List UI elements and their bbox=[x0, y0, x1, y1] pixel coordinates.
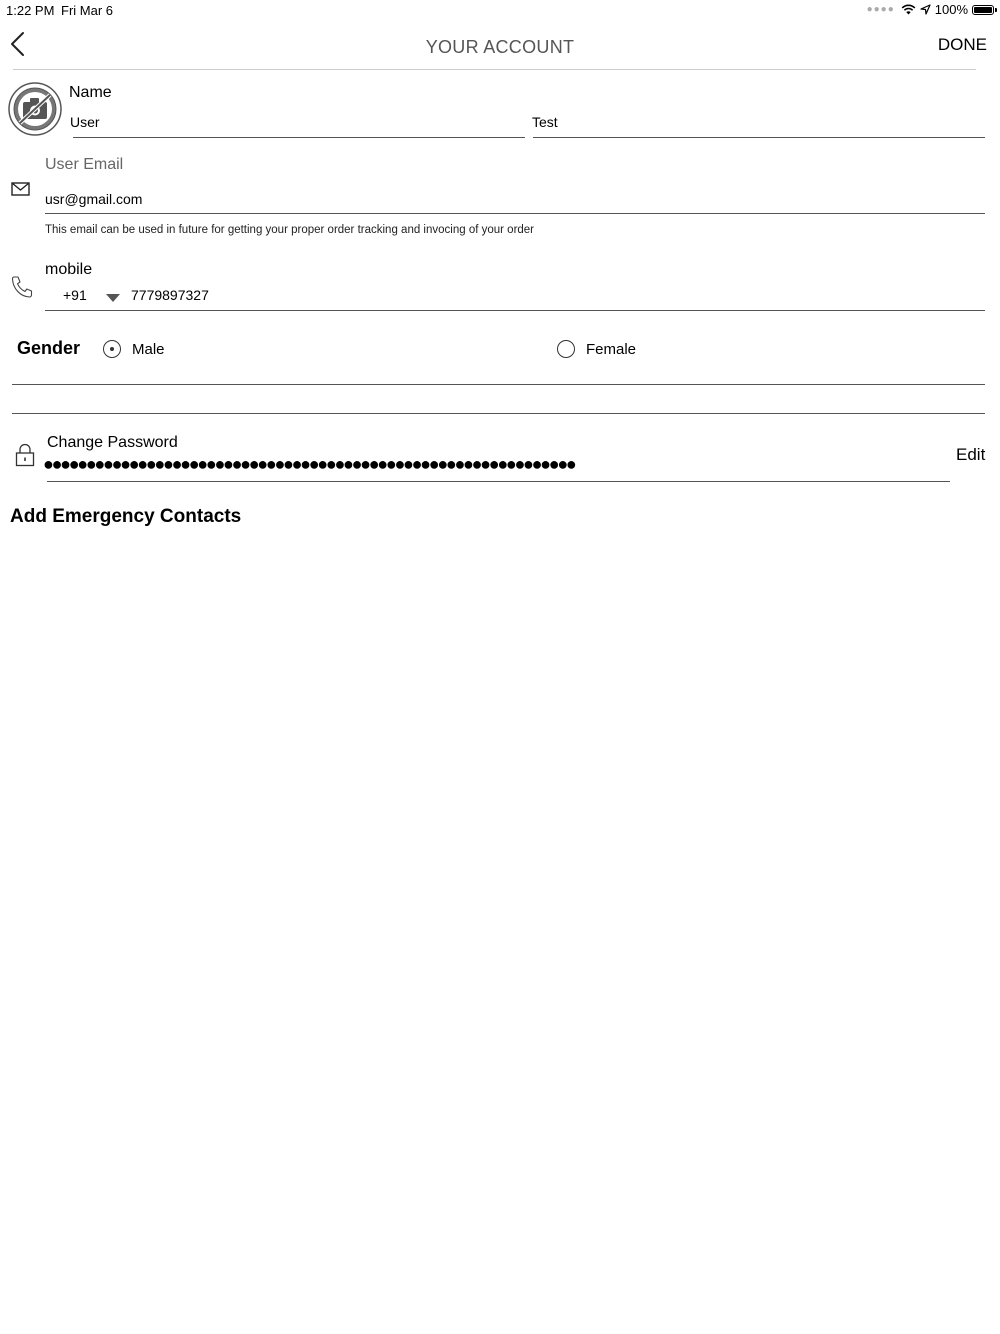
password-field[interactable]: ●●●●●●●●●●●●●●●●●●●●●●●●●●●●●●●●●●●●●●●●●●●●●●●●●●●●●●●●●●●●●● bbox=[43, 454, 575, 474]
gender-male-label[interactable]: Male bbox=[132, 341, 165, 358]
mobile-underline bbox=[45, 310, 985, 311]
avatar[interactable] bbox=[8, 82, 62, 136]
password-underline bbox=[47, 481, 950, 482]
first-name-field[interactable]: User bbox=[70, 114, 100, 130]
email-hint: This email can be used in future for getting your proper order tracking and invocing of your order bbox=[45, 224, 535, 236]
nav-divider bbox=[13, 69, 976, 70]
location-arrow-icon bbox=[920, 4, 931, 15]
section-divider bbox=[12, 413, 985, 414]
email-underline bbox=[45, 213, 985, 214]
last-name-field[interactable]: Test bbox=[532, 114, 558, 130]
name-label: Name bbox=[69, 84, 112, 101]
page-title: YOUR ACCOUNT bbox=[425, 37, 575, 57]
add-emergency-contacts-button[interactable]: Add Emergency Contacts bbox=[10, 506, 242, 527]
status-indicators bbox=[867, 2, 994, 17]
status-date: Fri Mar 6 bbox=[61, 3, 113, 18]
chevron-down-icon[interactable] bbox=[106, 290, 120, 299]
password-label: Change Password bbox=[47, 434, 178, 451]
battery-icon bbox=[972, 5, 994, 15]
radio-selected-dot bbox=[110, 347, 114, 351]
mail-icon bbox=[11, 182, 31, 196]
wifi-icon bbox=[901, 4, 916, 15]
email-label: User Email bbox=[45, 156, 124, 173]
cellular-dots-icon: ●●●● bbox=[866, 4, 895, 15]
no-camera-icon bbox=[8, 82, 62, 136]
gender-divider bbox=[12, 384, 985, 385]
battery-percent: 100% bbox=[934, 2, 968, 17]
last-name-underline bbox=[533, 137, 985, 138]
first-name-underline bbox=[73, 137, 525, 138]
gender-male-radio[interactable] bbox=[103, 340, 121, 358]
done-button[interactable]: DONE bbox=[937, 35, 987, 54]
gender-label: Gender bbox=[17, 338, 81, 358]
country-code-picker[interactable]: +91 bbox=[63, 287, 87, 303]
mobile-number-field[interactable]: 7779897327 bbox=[131, 287, 209, 303]
gender-female-label[interactable]: Female bbox=[586, 341, 637, 358]
status-time: 1:22 PM bbox=[6, 3, 55, 18]
email-field[interactable]: usr@gmail.com bbox=[45, 191, 143, 207]
mobile-label: mobile bbox=[45, 261, 93, 278]
edit-password-button[interactable]: Edit bbox=[956, 445, 986, 464]
gender-female-radio[interactable] bbox=[557, 340, 575, 358]
phone-icon bbox=[10, 275, 34, 299]
battery-fill bbox=[974, 7, 992, 13]
lock-icon bbox=[15, 443, 35, 467]
